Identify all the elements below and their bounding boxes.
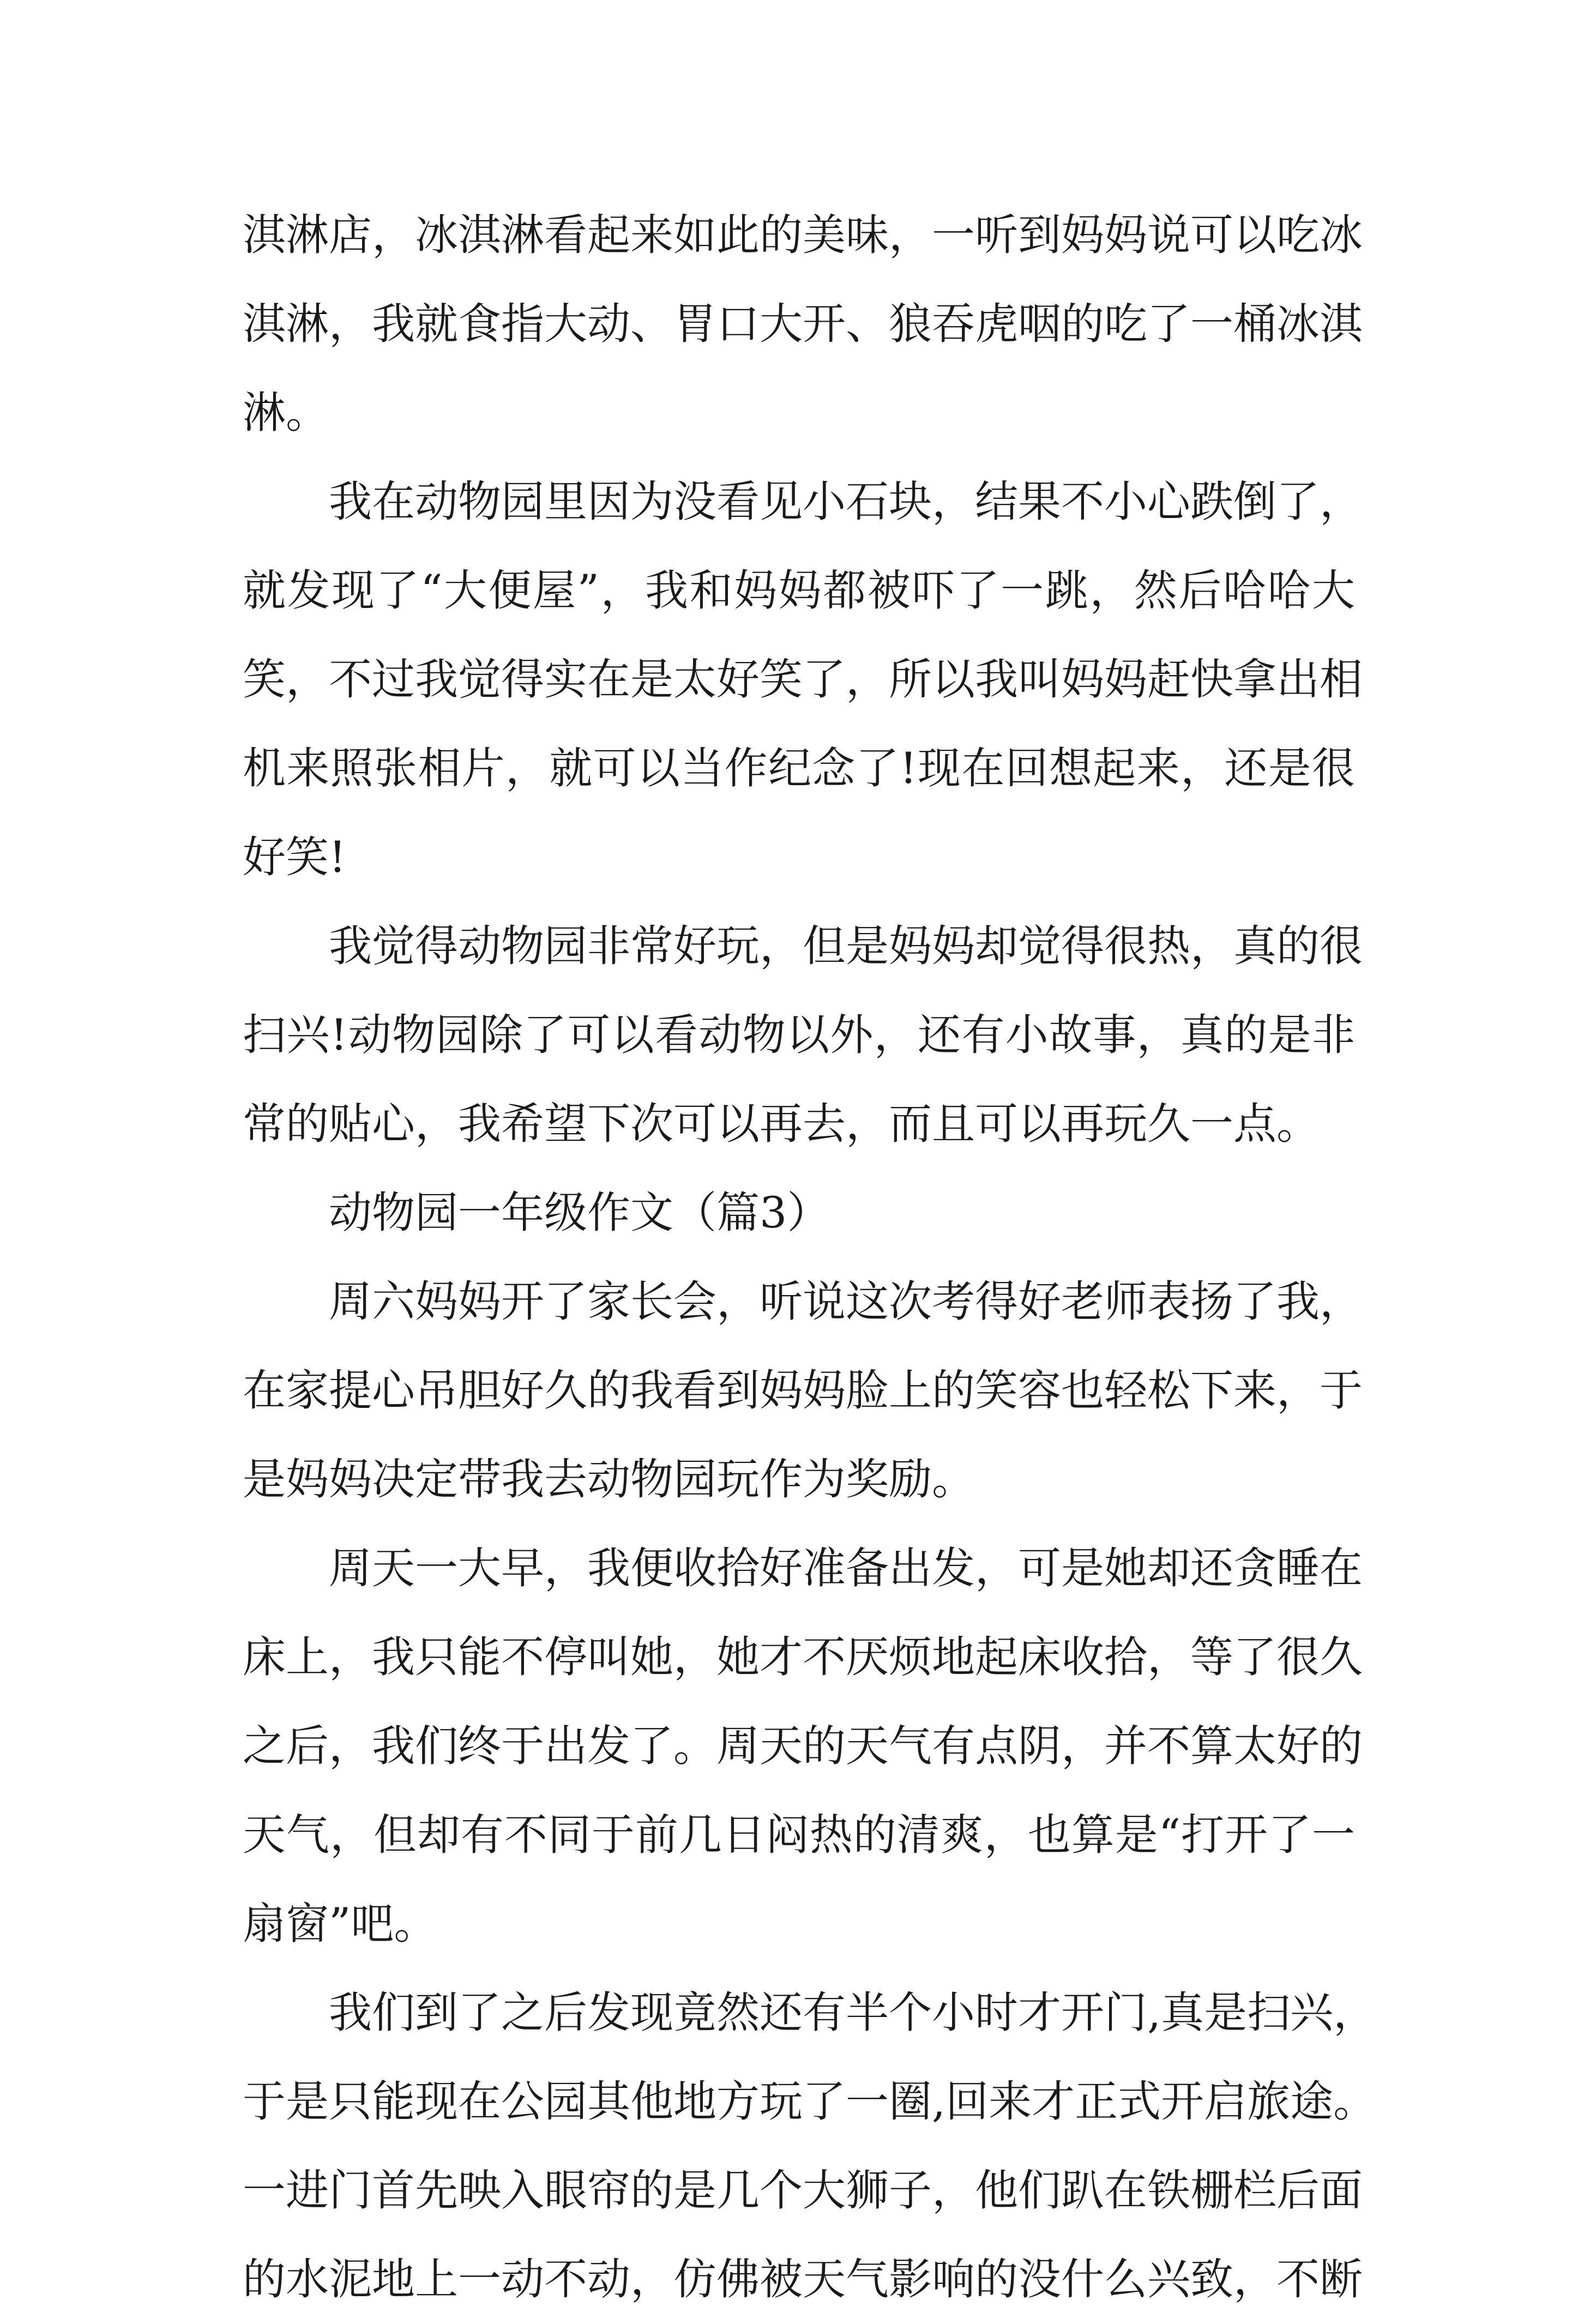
text-line: 就发现了“大便屋”，我和妈妈都被吓了一跳，然后哈哈大 bbox=[243, 565, 1355, 616]
text-line: 常的贴心，我希望下次可以再去，而且可以再玩久一点。 bbox=[243, 1099, 1320, 1149]
text-line: 淋。 bbox=[243, 388, 329, 438]
text-line: 是妈妈决定带我去动物园玩作为奖励。 bbox=[243, 1454, 975, 1504]
paragraph-first-line: 我们到了之后发现竟然还有半个小时才开门,真是扫兴， bbox=[329, 1988, 1377, 2038]
text-line: 淇淋店，冰淇淋看起来如此的美味，一听到妈妈说可以吃冰 bbox=[243, 210, 1363, 260]
section-heading: 动物园一年级作文（篇3） bbox=[329, 1188, 830, 1238]
text-line: 扫兴!动物园除了可以看动物以外，还有小故事，真的是非 bbox=[243, 1010, 1355, 1060]
text-line: 机来照张相片，就可以当作纪念了!现在回想起来，还是很 bbox=[243, 743, 1355, 793]
text-line: 笑，不过我觉得实在是太好笑了，所以我叫妈妈赶快拿出相 bbox=[243, 654, 1363, 705]
text-line: 淇淋，我就食指大动、胃口大开、狼吞虎咽的吃了一桶冰淇 bbox=[243, 299, 1363, 349]
text-line: 一进门首先映入眼帘的是几个大狮子，他们趴在铁栅栏后面 bbox=[243, 2165, 1363, 2215]
paragraph-first-line: 我觉得动物园非常好玩，但是妈妈却觉得很热，真的很 bbox=[329, 921, 1363, 971]
text-line: 好笑! bbox=[243, 832, 346, 882]
text-line: 之后，我们终于出发了。周天的天气有点阴，并不算太好的 bbox=[243, 1721, 1363, 1771]
text-line: 扇窗”吧。 bbox=[243, 1899, 437, 1949]
text-line: 天气，但却有不同于前几日闷热的清爽，也算是“打开了一 bbox=[243, 1810, 1355, 1860]
document-body bbox=[243, 191, 1377, 2324]
paragraph-first-line: 周六妈妈开了家长会，听说这次考得好老师表扬了我， bbox=[329, 1277, 1363, 1327]
paragraph-first-line: 周天一大早，我便收拾好准备出发，可是她却还贪睡在 bbox=[329, 1543, 1363, 1593]
text-line: 的水泥地上一动不动，仿佛被天气影响的没什么兴致，不断 bbox=[243, 2254, 1363, 2304]
text-line: 床上，我只能不停叫她，她才不厌烦地起床收拾，等了很久 bbox=[243, 1632, 1363, 1682]
text-line: 于是只能现在公园其他地方玩了一圈,回来才正式开启旅途。 bbox=[243, 2076, 1377, 2127]
paragraph-first-line: 我在动物园里因为没看见小石块，结果不小心跌倒了， bbox=[329, 477, 1363, 527]
text-line: 在家提心吊胆好久的我看到妈妈脸上的笑容也轻松下来，于 bbox=[243, 1365, 1363, 1416]
